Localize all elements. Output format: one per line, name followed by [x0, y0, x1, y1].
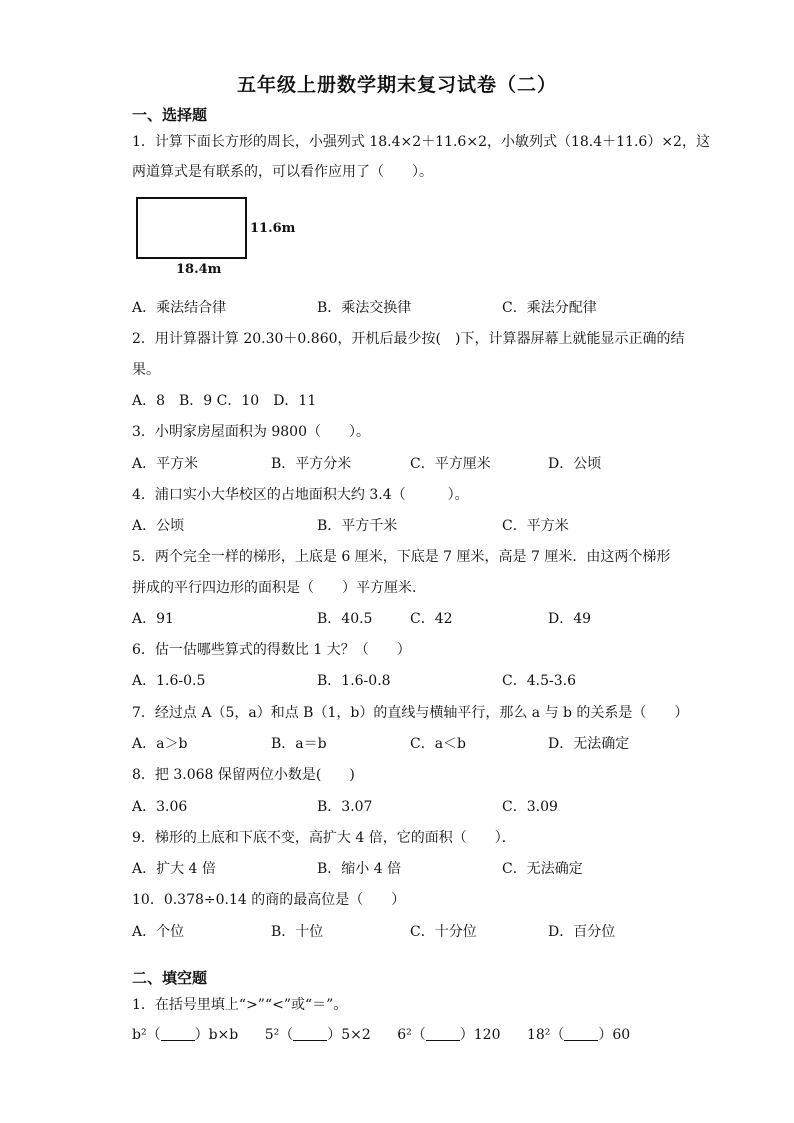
option-d[interactable]: D．公顷	[548, 456, 602, 472]
option-b[interactable]: B．平方千米	[317, 518, 398, 534]
compare-left: b²（	[132, 1027, 161, 1043]
option-b[interactable]: B．3.07	[317, 799, 373, 815]
fill-question-1-items	[132, 1024, 652, 1044]
option-a[interactable]: A．3.06	[132, 799, 188, 815]
section-heading-choice: 一、选择题	[132, 106, 208, 124]
question-5-line-1: 5．两个完全一样的梯形，上底是 6 厘米，下底是 7 厘米，高是 7 厘米．由这两个梯形	[132, 549, 671, 565]
option-d[interactable]: D．百分位	[548, 924, 616, 940]
option-b[interactable]: B．平方分米	[271, 456, 352, 472]
answer-blank[interactable]	[564, 1026, 598, 1041]
option-c[interactable]: C．42	[410, 611, 453, 627]
question-2-options[interactable]: A．8 B．9 C．10 D．11	[132, 393, 317, 409]
fill-question-1-line-1: 1．在括号里填上“>”“<”或“＝”。	[132, 997, 348, 1013]
compare-item-1	[132, 1027, 243, 1043]
compare-item-3	[397, 1027, 505, 1043]
compare-item-2	[265, 1027, 376, 1043]
question-2-line-1: 2．用计算器计算 20.30＋0.860，开机后最少按( )下，计算器屏幕上就能显示正确的结	[132, 331, 685, 347]
question-1-options	[132, 297, 692, 317]
compare-right: ）5×2	[327, 1027, 371, 1043]
option-b[interactable]: B．a＝b	[271, 736, 327, 752]
question-2-line-2: 果。	[132, 362, 160, 378]
question-4-line-1: 4．浦口实小大华校区的占地面积大约 3.4（ ）。	[132, 487, 469, 503]
question-3-line-1: 3．小明家房屋面积为 9800（ ）。	[132, 424, 370, 440]
option-a[interactable]: A．a＞b	[132, 736, 188, 752]
question-8-line-1: 8．把 3.068 保留两位小数是( )	[132, 767, 355, 783]
option-c[interactable]: C．乘法分配律	[502, 300, 597, 316]
question-8-options	[132, 796, 692, 816]
option-a[interactable]: A．乘法结合律	[132, 300, 227, 316]
question-5-line-2: 拼成的平行四边形的面积是（ ）平方厘米．	[132, 580, 426, 596]
option-d[interactable]: D．49	[548, 611, 592, 627]
option-c[interactable]: C．无法确定	[502, 861, 583, 877]
question-10-line-1: 10．0.378÷0.14 的商的最高位是（ ）	[132, 892, 406, 908]
option-a[interactable]: A．1.6-0.5	[132, 673, 206, 689]
option-a[interactable]: A．扩大 4 倍	[132, 861, 216, 877]
option-a[interactable]: A．公顷	[132, 518, 185, 534]
question-1-line-1: 1．计算下面长方形的周长，小强列式 18.4×2＋11.6×2，小敏列式（18.4＋11.6）×2，这	[132, 134, 710, 150]
question-6-options	[132, 670, 692, 690]
compare-right: ）b×b	[194, 1027, 239, 1043]
question-1-line-2: 两道算式是有联系的，可以看作应用了（ ）。	[132, 164, 433, 180]
compare-left: 6²（	[397, 1027, 426, 1043]
compare-right: ）120	[459, 1027, 501, 1043]
answer-blank[interactable]	[293, 1026, 327, 1041]
option-c[interactable]: C．a＜b	[410, 736, 467, 752]
question-6-line-1: 6．估一估哪些算式的得数比 1 大？（ ）	[132, 642, 411, 658]
rectangle-figure	[136, 197, 247, 259]
section-heading-fill: 二、填空题	[132, 969, 208, 987]
compare-left: 18²（	[526, 1027, 565, 1043]
option-a[interactable]: A．平方米	[132, 456, 199, 472]
option-c[interactable]: C．十分位	[410, 924, 477, 940]
option-b[interactable]: B．缩小 4 倍	[317, 861, 402, 877]
option-c[interactable]: C．平方厘米	[410, 456, 491, 472]
question-7-line-1: 7．经过点 A（5，a）和点 B（1，b）的直线与横轴平行，那么 a 与 b 的关系是（ ）	[132, 705, 689, 721]
answer-blank[interactable]	[426, 1026, 460, 1041]
question-9-line-1: 9．梯形的上底和下底不变，高扩大 4 倍，它的面积（ ）．	[132, 830, 516, 846]
option-c[interactable]: C．3.09	[502, 799, 558, 815]
option-c[interactable]: C．平方米	[502, 518, 569, 534]
option-a[interactable]: A．91	[132, 611, 174, 627]
compare-right: ）60	[598, 1027, 631, 1043]
question-3-options	[132, 453, 692, 473]
question-5-options	[132, 608, 692, 628]
question-10-options	[132, 921, 692, 941]
answer-blank[interactable]	[161, 1026, 195, 1041]
option-c[interactable]: C．4.5-3.6	[502, 673, 576, 689]
rectangle-width-label: 18.4m	[176, 262, 222, 277]
compare-left: 5²（	[264, 1027, 294, 1043]
page-title: 五年级上册数学期末复习试卷（二）	[236, 74, 557, 96]
question-9-options	[132, 858, 692, 878]
question-4-options	[132, 515, 692, 535]
compare-item-4	[527, 1027, 630, 1043]
rectangle-height-label: 11.6m	[250, 221, 296, 236]
option-b[interactable]: B．1.6-0.8	[317, 673, 391, 689]
question-7-options	[132, 733, 692, 753]
option-b[interactable]: B．乘法交换律	[317, 300, 412, 316]
option-d[interactable]: D．无法确定	[548, 736, 630, 752]
option-b[interactable]: B．十位	[271, 924, 324, 940]
option-b[interactable]: B．40.5	[317, 611, 373, 627]
option-a[interactable]: A．个位	[132, 924, 185, 940]
